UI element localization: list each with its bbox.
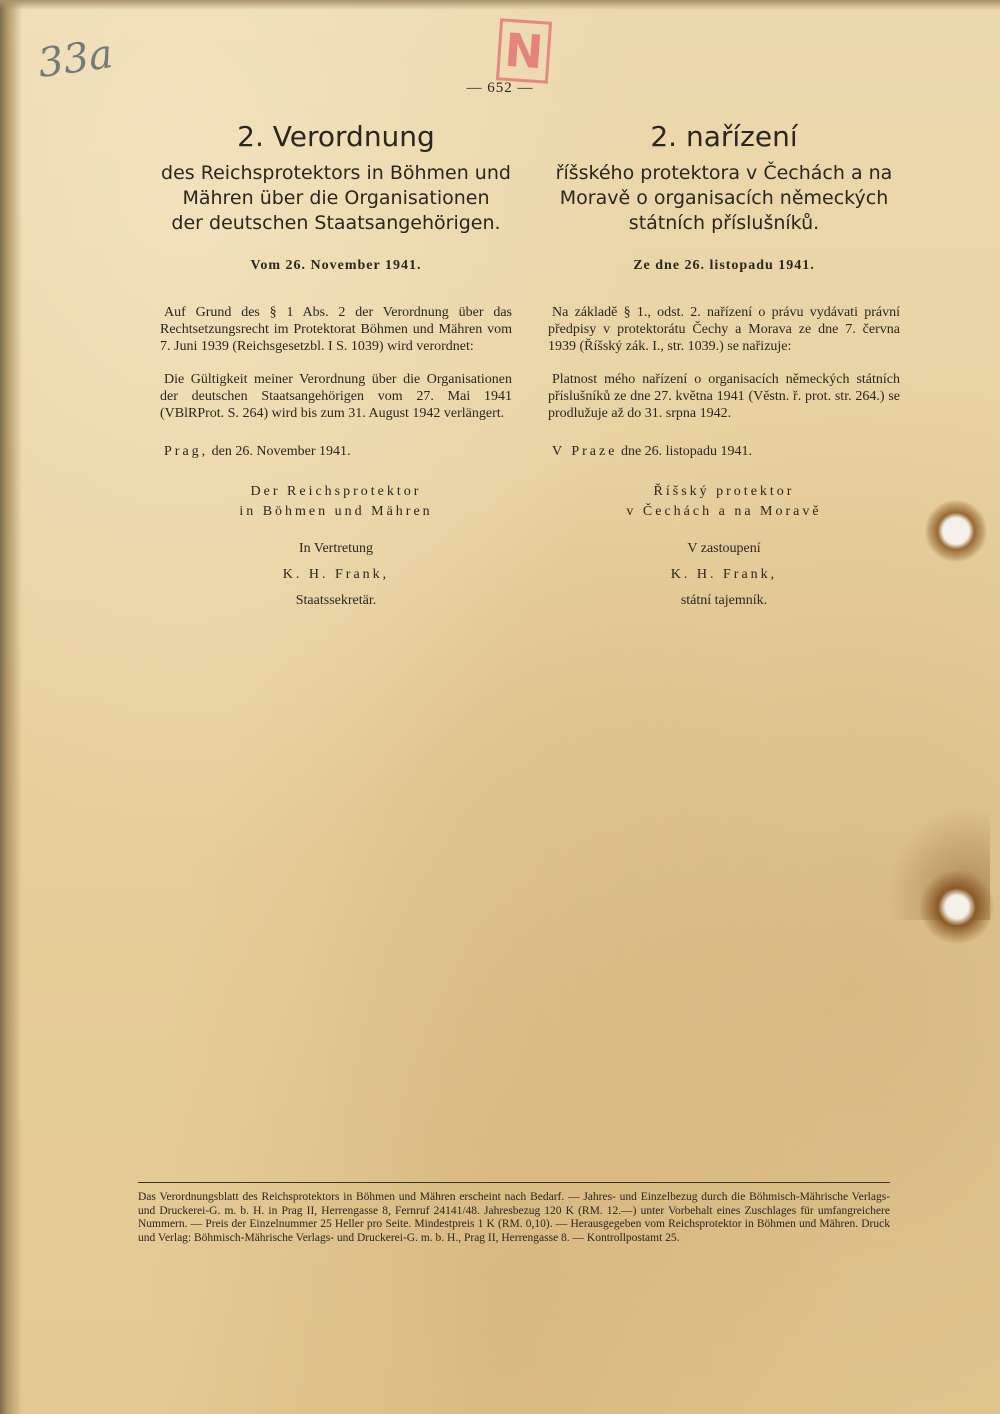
german-place: Prag, (164, 444, 209, 459)
czech-paragraph-preamble: Na základě § 1., odst. 2. nařízení o právu vydávati právní předpisy v protektorátu Čechy a Morava ze dne 7. června 1939 (Říšský zák. I., str. 1039.) se nařizuje: (548, 305, 900, 354)
german-deputy-label: In Vertretung (299, 541, 373, 556)
german-subtitle-line-3: der deutschen Staatsangehörigen. (171, 212, 501, 234)
czech-signatory-line-1: Říšský protektor (653, 484, 795, 499)
czech-subtitle-line-3: státních příslušníků. (628, 212, 820, 234)
czech-paragraph-body: Platnost mého nařízení o organisacích německých státních příslušníků ze dne 27. května 1941 (Věstn. ř. prot. str. 264.) se prodlužuje až do 31. srpna 1942. (548, 372, 900, 421)
german-paragraph-body: Die Gültigkeit meiner Verordnung über die Organisationen der deutschen Staatsangehörigen vom 27. Mai 1941 (VBlRProt. S. 264) wird bis zum 31. August 1942 verlängert. (160, 372, 512, 421)
german-title: 2. Verordnung (237, 120, 435, 153)
czech-place-date-text: dne 26. listopadu 1941. (617, 444, 752, 459)
czech-column (548, 120, 900, 614)
page-top-edge (0, 0, 1000, 10)
punch-hole-upper (925, 500, 987, 562)
footer-imprint: Das Verordnungsblatt des Reichsprotektors in Böhmen und Mähren erscheint nach Bedarf. — Jahres- und Einzelbezug durch die Böhmisch-Mährische Verlags- und Druckerei-G. m. b. H. in Prag II, Herrengasse 8, Fernruf 24141/48. Jahresbezug 120 K (RM. 12.—) unter Vorbehalt eines Zuschlages für umfangreichere Nummern. — Preis der Einzelnummer 25 Heller pro Seite. Mindestpreis 1 K (RM. 0,10). — Herausgegeben vom Reichsprotektor in Böhmen und Mähren. Druck und Verlag: Böhmisch-Mährische Verlags- und Druckerei-G. m. b. H., Prag II, Herrengasse 8. — Kontrollpostamt 25. (138, 1191, 890, 1244)
german-subtitle-line-2: Mähren über die Organisationen (182, 187, 490, 209)
czech-place: V Praze (552, 444, 618, 459)
czech-subtitle-line-2: Moravě o organisacích německých (559, 187, 889, 209)
german-signatory-title (160, 482, 512, 522)
german-subtitle-line-1: des Reichsprotektors in Böhmen und (161, 162, 511, 184)
czech-signer-name: K. H. Frank, (670, 567, 778, 582)
german-paragraph-preamble: Auf Grund des § 1 Abs. 2 der Verordnung über das Rechtsetzungsrecht im Protektorat Böhmen und Mähren vom 7. Juni 1939 (Reichsgesetzbl. I S. 1039) wird verordnet: (160, 305, 512, 354)
handwritten-archive-mark: 33a (35, 31, 116, 87)
german-signatory-line-1: Der Reichsprotektor (250, 484, 422, 499)
czech-signatory-title (548, 482, 900, 522)
footer-divider (138, 1182, 890, 1183)
czech-signature-block (548, 536, 900, 614)
page-edge-shadow (0, 0, 22, 1414)
german-place-date (160, 444, 512, 460)
german-column (160, 120, 512, 614)
german-date: Vom 26. November 1941. (250, 258, 422, 273)
punch-hole-lower (920, 870, 994, 944)
page-number: — 652 — (466, 80, 534, 96)
czech-subtitle-line-1: říšského protektora v Čechách a na (555, 162, 893, 184)
german-signer-name: K. H. Frank, (282, 567, 390, 582)
czech-signer-role: státní tajemník. (680, 593, 768, 608)
czech-deputy-label: V zastoupení (687, 541, 761, 556)
czech-signatory-line-2: v Čechách a na Moravě (626, 504, 822, 519)
german-signatory-line-2: in Böhmen und Mähren (239, 504, 433, 519)
german-signer-role: Staatssekretär. (295, 593, 377, 608)
czech-title: 2. nařízení (650, 120, 798, 153)
czech-place-date (548, 444, 900, 460)
red-stamp: N (496, 18, 552, 83)
german-place-date-text: den 26. November 1941. (208, 444, 351, 459)
german-signature-block (160, 536, 512, 614)
czech-date: Ze dne 26. listopadu 1941. (633, 258, 815, 273)
publication-footer (138, 1182, 890, 1245)
